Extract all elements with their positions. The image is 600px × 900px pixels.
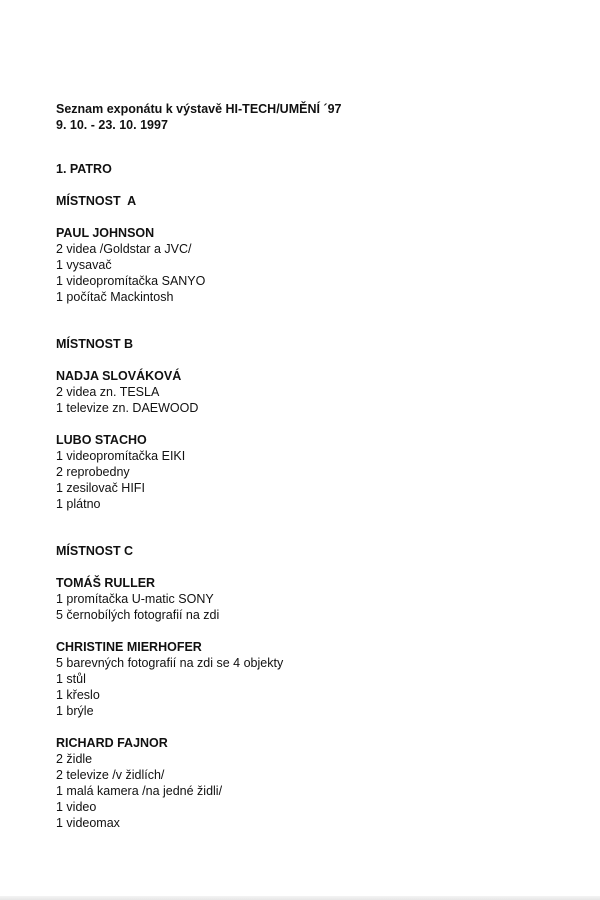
exhibit-list [56, 655, 556, 719]
artist-name: NADJA SLOVÁKOVÁ [56, 369, 182, 383]
artist-block [56, 368, 556, 416]
exhibit-item: 1 brýle [56, 704, 94, 718]
exhibit-item: 1 plátno [56, 497, 101, 511]
exhibit-item: 1 křeslo [56, 688, 100, 702]
artist-block [56, 432, 556, 512]
exhibit-item: 1 promítačka U-matic SONY [56, 592, 214, 606]
exhibit-item: 2 videa /Goldstar a JVC/ [56, 242, 192, 256]
artist-block [56, 575, 556, 623]
exhibit-list [56, 751, 556, 831]
artist-block [56, 639, 556, 719]
exhibit-item: 1 počítač Mackintosh [56, 290, 174, 304]
room-heading-c: MÍSTNOST C [56, 544, 134, 558]
exhibit-item: 5 černobílých fotografií na zdi [56, 608, 220, 622]
artist-name: TOMÁŠ RULLER [56, 576, 156, 590]
exhibit-list [56, 384, 556, 416]
document-body [56, 101, 556, 831]
scan-bottom-edge [0, 896, 600, 900]
floor-heading: 1. PATRO [56, 162, 112, 176]
exhibit-item: 2 reprobedny [56, 465, 130, 479]
artist-name: LUBO STACHO [56, 433, 147, 447]
exhibit-item: 2 židle [56, 752, 93, 766]
room-heading-b: MÍSTNOST B [56, 337, 134, 351]
exhibit-item: 1 stůl [56, 672, 86, 686]
exhibit-item: 1 vysavač [56, 258, 112, 272]
exhibit-item: 1 videomax [56, 816, 120, 830]
exhibit-item: 1 video [56, 800, 97, 814]
exhibit-item: 1 zesilovač HIFI [56, 481, 145, 495]
artist-name: CHRISTINE MIERHOFER [56, 640, 202, 654]
artist-block [56, 225, 556, 305]
document-title: Seznam exponátu k výstavě HI-TECH/UMĚNÍ ´97 [56, 102, 342, 116]
room-heading-a: MÍSTNOST A [56, 194, 137, 208]
exhibit-item: 2 televize /v židlích/ [56, 768, 165, 782]
exhibit-item: 1 televize zn. DAEWOOD [56, 401, 199, 415]
document-dates: 9. 10. - 23. 10. 1997 [56, 118, 168, 132]
exhibit-list [56, 241, 556, 305]
exhibit-list [56, 591, 556, 623]
artist-name: RICHARD FAJNOR [56, 736, 168, 750]
exhibit-item: 5 barevných fotografií na zdi se 4 objekty [56, 656, 284, 670]
exhibit-item: 1 videopromítačka EIKI [56, 449, 186, 463]
exhibit-item: 1 videopromítačka SANYO [56, 274, 206, 288]
exhibit-item: 2 videa zn. TESLA [56, 385, 160, 399]
artist-block [56, 735, 556, 831]
exhibit-item: 1 malá kamera /na jedné židli/ [56, 784, 223, 798]
exhibit-list [56, 448, 556, 512]
artist-name: PAUL JOHNSON [56, 226, 155, 240]
